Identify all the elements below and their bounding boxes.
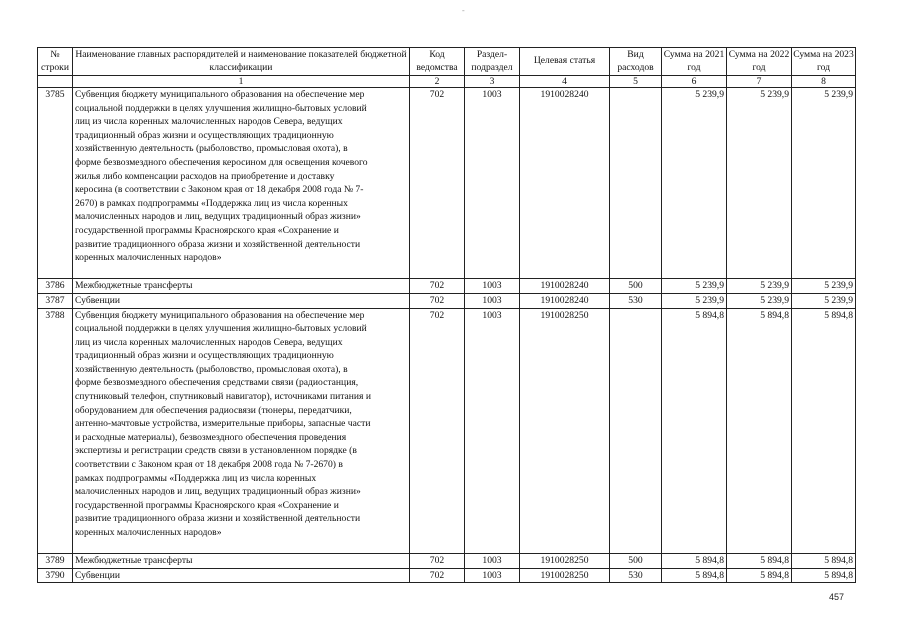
page-top-mark: - xyxy=(462,6,465,15)
cell-target: 1910028240 xyxy=(520,279,610,294)
name-line: развитие традиционного образа жизни и хозяйственной деятельности xyxy=(75,513,361,525)
cell-sum-2022: 5 239,9 xyxy=(727,88,792,279)
cell-target: 1910028240 xyxy=(520,88,610,279)
cell-name xyxy=(73,279,410,294)
name-line: малочисленных народов и лиц, ведущих традиционный образ жизни» xyxy=(75,211,361,223)
header-target: Целевая статья xyxy=(520,48,610,76)
column-number: 8 xyxy=(792,76,856,88)
table-row xyxy=(38,554,856,569)
name-line: оборудованием для обеспечения радиосвязи (тюнеры, передатчики, xyxy=(75,404,352,416)
cell-name xyxy=(73,88,410,279)
name-line: лиц из числа коренных малочисленных народов Севера, ведущих xyxy=(75,336,343,348)
cell-sum-2021: 5 239,9 xyxy=(662,88,727,279)
cell-expense-type: 500 xyxy=(610,554,662,569)
header-row-no: № строки xyxy=(38,48,73,76)
cell-name xyxy=(73,293,410,308)
cell-name xyxy=(73,308,410,554)
table-header xyxy=(38,48,856,88)
table-row xyxy=(38,88,856,279)
cell-sum-2021: 5 239,9 xyxy=(662,279,727,294)
cell-section: 1003 xyxy=(465,308,520,554)
name-line: Межбюджетные трансферты xyxy=(75,280,193,292)
cell-sum-2022: 5 239,9 xyxy=(727,279,792,294)
cell-expense-type xyxy=(610,88,662,279)
cell-sum-2022: 5 894,8 xyxy=(727,554,792,569)
column-number: 2 xyxy=(410,76,465,88)
cell-dept-code: 702 xyxy=(410,568,465,583)
name-line: и расходные материалы), безвозмездного обеспечения проведения xyxy=(75,431,347,443)
name-line: 2670) в рамках подпрограммы «Поддержка лиц из числа коренных xyxy=(75,197,348,209)
table-body xyxy=(38,88,856,583)
header-sum-2023: Сумма на 2023 год xyxy=(792,48,856,76)
table-row xyxy=(38,568,856,583)
name-line: Субвенции xyxy=(75,569,120,581)
cell-sum-2021: 5 894,8 xyxy=(662,554,727,569)
name-line: государственной программы Красноярского края «Сохранение и xyxy=(75,499,339,511)
header-sum-2021: Сумма на 2021 год xyxy=(662,48,727,76)
cell-sum-2021: 5 239,9 xyxy=(662,293,727,308)
cell-sum-2022: 5 239,9 xyxy=(727,293,792,308)
cell-target: 1910028240 xyxy=(520,293,610,308)
cell-sum-2021: 5 894,8 xyxy=(662,568,727,583)
cell-target: 1910028250 xyxy=(520,554,610,569)
name-line: развитие традиционного образа жизни и хозяйственной деятельности xyxy=(75,238,361,250)
header-name: Наименование главных распорядителей и наименование показателей бюджетной классификации xyxy=(73,48,410,76)
name-line: форме безвозмездного обеспечения средствами связи (радиостанция, xyxy=(75,377,359,389)
cell-sum-2023: 5 894,8 xyxy=(792,568,856,583)
cell-target: 1910028250 xyxy=(520,568,610,583)
column-number: 6 xyxy=(662,76,727,88)
cell-sum-2023: 5 894,8 xyxy=(792,308,856,554)
budget-table xyxy=(37,47,856,583)
name-line: экспертизы и регистрации средств связи в установленном порядке (в xyxy=(75,445,357,457)
cell-sum-2023: 5 239,9 xyxy=(792,279,856,294)
cell-dept-code: 702 xyxy=(410,279,465,294)
name-line: антенно-мачтовые устройства, измерительные приборы, запасные части xyxy=(75,418,371,430)
name-line: форме безвозмездного обеспечения керосином для освещения кочевого xyxy=(75,156,368,168)
name-line: соответствии с Законом края от 18 декабря 2008 года № 7-2670) в xyxy=(75,459,343,471)
cell-expense-type xyxy=(610,308,662,554)
name-line: коренных малочисленных народов» xyxy=(75,527,222,538)
cell-row-no: 3786 xyxy=(38,279,73,294)
cell-expense-type: 500 xyxy=(610,279,662,294)
name-line: хозяйственную деятельность (рыболовство, промысловая охота), в xyxy=(75,143,348,155)
cell-target: 1910028250 xyxy=(520,308,610,554)
name-line: традиционный образ жизни и осуществляющих традиционную xyxy=(75,129,334,141)
column-number: 7 xyxy=(727,76,792,88)
table-row xyxy=(38,279,856,294)
cell-section: 1003 xyxy=(465,293,520,308)
cell-row-no: 3787 xyxy=(38,293,73,308)
table-row xyxy=(38,308,856,554)
cell-sum-2023: 5 894,8 xyxy=(792,554,856,569)
name-line: малочисленных народов и лиц, ведущих традиционный образ жизни» xyxy=(75,486,361,498)
name-line: Субвенции xyxy=(75,294,120,306)
cell-row-no: 3788 xyxy=(38,308,73,554)
column-number-row xyxy=(38,76,856,88)
cell-dept-code: 702 xyxy=(410,88,465,279)
cell-name xyxy=(73,554,410,569)
cell-name xyxy=(73,568,410,583)
cell-sum-2022: 5 894,8 xyxy=(727,568,792,583)
name-line: лиц из числа коренных малочисленных народов Севера, ведущих xyxy=(75,116,343,128)
header-section: Раздел-подраздел xyxy=(465,48,520,76)
cell-sum-2021: 5 894,8 xyxy=(662,308,727,554)
name-line: спутниковый телефон, спутниковый навигатор), источниками питания и xyxy=(75,391,371,403)
cell-dept-code: 702 xyxy=(410,308,465,554)
column-number: 3 xyxy=(465,76,520,88)
cell-row-no: 3790 xyxy=(38,568,73,583)
cell-sum-2023: 5 239,9 xyxy=(792,293,856,308)
name-line: социальной поддержки в целях улучшения жилищно-бытовых условий xyxy=(75,323,367,335)
header-dept-code: Код ведомства xyxy=(410,48,465,76)
name-line: жилья либо компенсации расходов на приобретение и доставку xyxy=(75,170,335,182)
column-number: 4 xyxy=(520,76,610,88)
name-line xyxy=(75,540,407,554)
name-line: Межбюджетные трансферты xyxy=(75,555,193,567)
name-line: государственной программы Красноярского края «Сохранение и xyxy=(75,224,339,236)
cell-section: 1003 xyxy=(465,554,520,569)
name-line: Субвенция бюджету муниципального образования на обеспечение мер xyxy=(75,89,365,100)
name-line: хозяйственную деятельность (рыболовство, промысловая охота), в xyxy=(75,363,348,375)
name-line: рамках подпрограммы «Поддержка лиц из числа коренных xyxy=(75,472,317,484)
column-number: 1 xyxy=(73,76,410,88)
cell-expense-type: 530 xyxy=(610,568,662,583)
name-line xyxy=(75,265,407,279)
cell-expense-type: 530 xyxy=(610,293,662,308)
table-row xyxy=(38,293,856,308)
cell-row-no: 3785 xyxy=(38,88,73,279)
name-line: Субвенция бюджету муниципального образования на обеспечение мер xyxy=(75,309,365,321)
column-number: 5 xyxy=(610,76,662,88)
cell-dept-code: 702 xyxy=(410,293,465,308)
name-line: коренных малочисленных народов» xyxy=(75,252,222,264)
cell-section: 1003 xyxy=(465,279,520,294)
header-sum-2022: Сумма на 2022 год xyxy=(727,48,792,76)
cell-section: 1003 xyxy=(465,568,520,583)
page-number: 457 xyxy=(828,592,844,602)
cell-sum-2022: 5 894,8 xyxy=(727,308,792,554)
name-line: керосина (в соответствии с Законом края от 18 декабря 2008 года № 7- xyxy=(75,184,364,196)
name-line: социальной поддержки в целях улучшения жилищно-бытовых условий xyxy=(75,102,367,114)
name-line: традиционный образ жизни и осуществляющих традиционную xyxy=(75,350,334,362)
cell-sum-2023: 5 239,9 xyxy=(792,88,856,279)
header-expense-type: Вид расходов xyxy=(610,48,662,76)
cell-dept-code: 702 xyxy=(410,554,465,569)
cell-section: 1003 xyxy=(465,88,520,279)
column-number xyxy=(38,76,73,88)
cell-row-no: 3789 xyxy=(38,554,73,569)
